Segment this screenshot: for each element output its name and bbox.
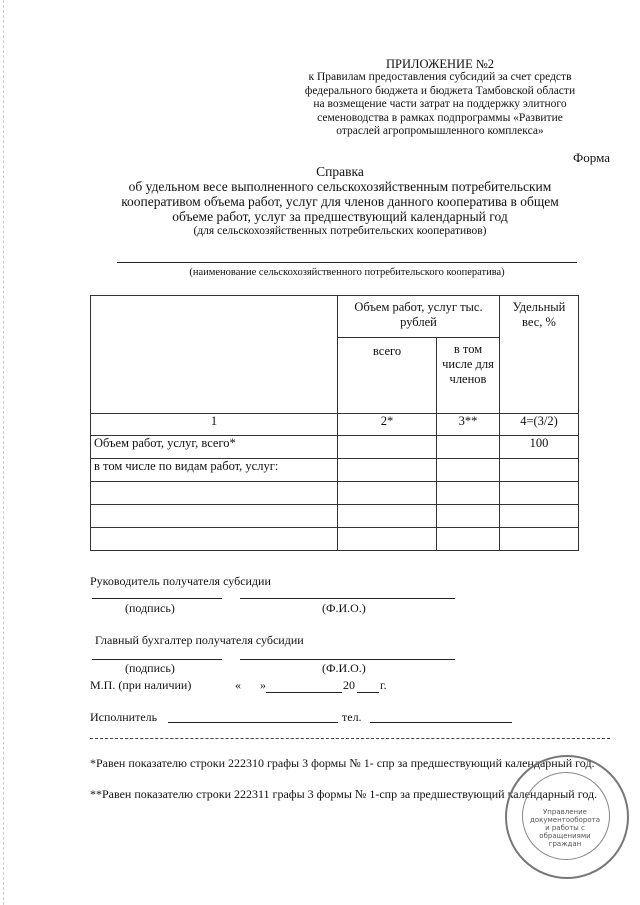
row-total-col2	[338, 436, 437, 459]
date-year-suffix: г.	[380, 678, 387, 692]
table-cell	[338, 505, 437, 528]
data-table	[90, 295, 579, 551]
footnote-separator	[90, 738, 610, 739]
head-fio-line	[240, 598, 455, 599]
table-cell	[437, 528, 500, 551]
seal-label: М.П. (при наличии)	[90, 678, 192, 692]
appendix-heading: ПРИЛОЖЕНИЕ №2	[385, 57, 495, 71]
accountant-signature-line	[92, 659, 222, 660]
appendix-line: на возмещение части затрат на поддержку элитного	[313, 98, 567, 111]
header-volume: Объем работ, услуг тыс. рублей	[338, 296, 500, 338]
executor-line	[168, 722, 338, 723]
cooperative-name-line	[117, 262, 577, 263]
table-cell	[437, 459, 500, 482]
scan-edge	[3, 0, 4, 905]
table-cell	[338, 528, 437, 551]
col-number-3: 3**	[437, 414, 500, 436]
phone-label: тел.	[342, 710, 362, 724]
row-total-label: Объем работ, услуг, всего*	[91, 436, 338, 459]
table-cell	[500, 505, 579, 528]
table-cell	[338, 459, 437, 482]
accountant-label: Главный бухгалтер получателя субсидии	[95, 633, 304, 647]
phone-line	[370, 722, 512, 723]
title-line: объеме работ, услуг за предшествующий календарный год	[172, 209, 508, 224]
footnote-1: *Равен показателю строки 222310 графы 3 формы № 1- спр за предшествующий календарный год.	[90, 756, 595, 770]
head-signature-caption: (подпись)	[125, 601, 175, 615]
date-close-quote: »	[260, 678, 266, 692]
col-number-1: 1	[91, 414, 338, 436]
table-cell	[91, 528, 338, 551]
title-line: кооперативом объема работ, услуг для членов данного кооператива в общем	[121, 194, 559, 209]
head-fio-caption: (Ф.И.О.)	[322, 601, 366, 615]
document-title	[70, 164, 610, 239]
table-cell	[500, 482, 579, 505]
col-number-2: 2*	[338, 414, 437, 436]
table-cell	[91, 482, 338, 505]
title-line: об удельном весе выполненного сельскохозяйственным потребительским	[128, 179, 552, 194]
date-year-line	[357, 692, 379, 693]
head-signature-line	[92, 598, 222, 599]
row-total-col3	[437, 436, 500, 459]
date-open-quote: «	[235, 678, 241, 692]
table-cell	[437, 505, 500, 528]
form-label: Форма	[573, 150, 610, 165]
appendix-block	[270, 58, 610, 138]
executor-label: Исполнитель	[90, 710, 158, 724]
title-line: Справка	[316, 164, 364, 179]
table-cell	[500, 459, 579, 482]
accountant-fio-caption: (Ф.И.О.)	[322, 661, 366, 675]
header-empty-cell	[91, 296, 338, 414]
col-number-4: 4=(3/2)	[500, 414, 579, 436]
row-total-share: 100	[500, 436, 579, 459]
footnote-2: **Равен показателю строки 222311 графы 3 формы № 1-спр за предшествующий календарный год.	[90, 787, 598, 801]
header-total: всего	[338, 338, 437, 414]
appendix-line: отраслей агропромышленного комплекса»	[336, 125, 544, 138]
date-year-prefix: 20	[343, 678, 355, 692]
appendix-line: семеноводства в рамках подпрограммы «Развитие	[317, 111, 563, 124]
appendix-line: федерального бюджета и бюджета Тамбовской области	[304, 84, 576, 97]
header-members: в том числе для членов	[437, 338, 500, 414]
accountant-signature-caption: (подпись)	[125, 661, 175, 675]
table-cell	[437, 482, 500, 505]
row-bytype-label: в том числе по видам работ, услуг:	[91, 459, 338, 482]
table-cell	[500, 528, 579, 551]
cooperative-name-caption: (наименование сельскохозяйственного потребительского кооператива)	[189, 267, 505, 278]
table-cell	[91, 505, 338, 528]
title-subtitle: (для сельскохозяйственных потребительских кооперативов)	[193, 225, 487, 237]
appendix-line: к Правилам предоставления субсидий за счет средств	[308, 71, 572, 84]
table-cell	[338, 482, 437, 505]
head-label: Руководитель получателя субсидии	[90, 574, 271, 588]
header-share: Удельный вес, %	[500, 296, 579, 414]
accountant-fio-line	[240, 659, 455, 660]
stamp-text: Управление документооборота и работы с обращениями граждан	[530, 808, 600, 848]
date-month-line	[266, 692, 342, 693]
